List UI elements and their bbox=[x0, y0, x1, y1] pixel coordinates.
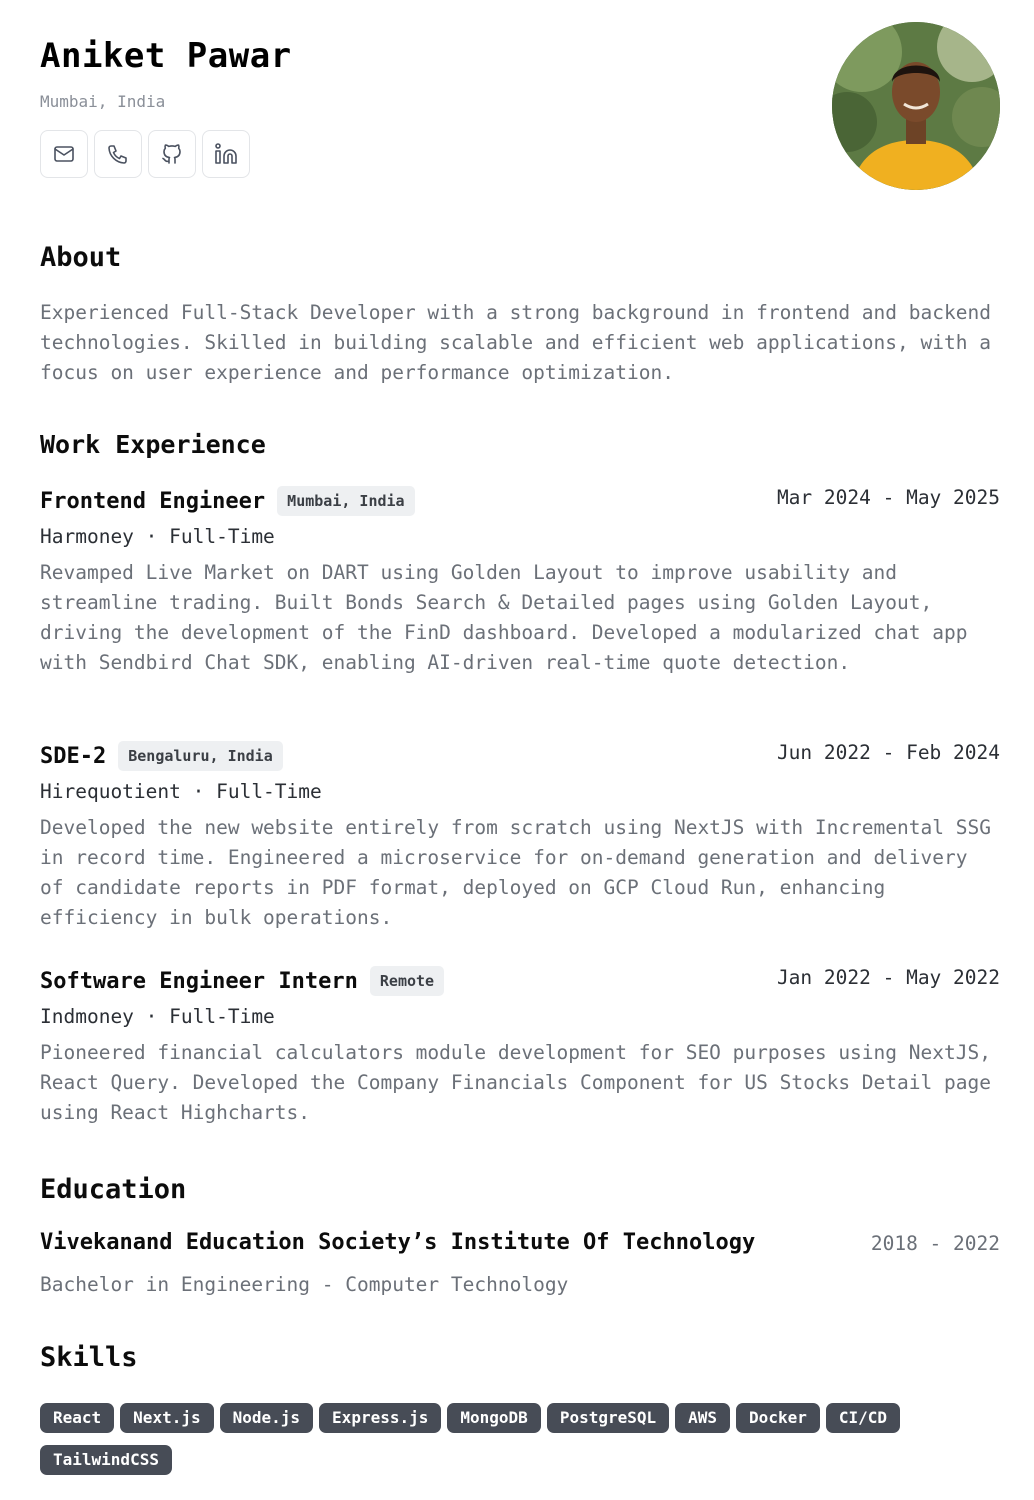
skill-badge: React bbox=[40, 1403, 114, 1433]
job-location-badge: Mumbai, India bbox=[277, 486, 414, 516]
education-heading: Education bbox=[40, 1174, 187, 1205]
job-company: Indmoney · Full-Time bbox=[40, 1005, 275, 1028]
github-icon bbox=[160, 142, 184, 166]
skill-badge: Node.js bbox=[220, 1403, 313, 1433]
job-entry bbox=[40, 739, 1000, 933]
work-experience-heading: Work Experience bbox=[40, 430, 266, 459]
job-description: Revamped Live Market on DART using Golden Layout to improve usability and streamline trading. Built Bonds Search & Detailed pages using Golden Layout, driving the development of the FinD dashboard. Developed a modularized chat app with Sendbird Chat SDK, enabling AI-driven real-time quote detection. bbox=[40, 561, 968, 674]
linkedin-button[interactable] bbox=[202, 130, 250, 178]
avatar-photo bbox=[832, 22, 1000, 190]
education-degree: Bachelor in Engineering - Computer Technology bbox=[40, 1273, 569, 1296]
job-location-badge: Bengaluru, India bbox=[118, 741, 283, 771]
job-title: Software Engineer Intern bbox=[40, 968, 358, 994]
about-heading: About bbox=[40, 242, 122, 273]
job-company: Hirequotient · Full-Time bbox=[40, 780, 322, 803]
job-company: Harmoney · Full-Time bbox=[40, 525, 275, 548]
skills-heading: Skills bbox=[40, 1342, 138, 1373]
skill-badge: CI/CD bbox=[826, 1403, 900, 1433]
job-entry bbox=[40, 484, 1000, 678]
contact-links bbox=[40, 130, 250, 178]
job-dates: Jun 2022 - Feb 2024 bbox=[776, 741, 1000, 764]
job-dates: Mar 2024 - May 2025 bbox=[776, 486, 1000, 509]
mail-icon bbox=[52, 142, 76, 166]
job-description: Developed the new website entirely from scratch using NextJS with Incremental SSG in record time. Engineered a microservice for on-demand generation and delivery of candidate reports in PDF format, deployed on GCP Cloud Run, enhancing efficiency in bulk operations. bbox=[40, 816, 991, 929]
header bbox=[40, 0, 1000, 210]
skill-badge: Docker bbox=[736, 1403, 820, 1433]
avatar bbox=[832, 22, 1000, 190]
github-button[interactable] bbox=[148, 130, 196, 178]
education-entry bbox=[40, 1230, 1000, 1262]
about-text: Experienced Full-Stack Developer with a strong background in frontend and backend technologies. Skilled in building scalable and efficient web applications, with a focus on user experience and performance optimization. bbox=[40, 301, 991, 384]
skill-badge: PostgreSQL bbox=[547, 1403, 669, 1433]
job-entry bbox=[40, 964, 1000, 1128]
skill-badge: AWS bbox=[675, 1403, 730, 1433]
skill-badge: TailwindCSS bbox=[40, 1445, 172, 1475]
job-title: SDE-2 bbox=[40, 743, 107, 769]
job-title: Frontend Engineer bbox=[40, 488, 266, 514]
skill-badge: MongoDB bbox=[447, 1403, 540, 1433]
profile-name: Aniket Pawar bbox=[40, 36, 292, 76]
profile-location: Mumbai, India bbox=[40, 92, 166, 111]
skill-badge: Next.js bbox=[120, 1403, 213, 1433]
linkedin-icon bbox=[214, 142, 238, 166]
skills-list bbox=[40, 1403, 1000, 1475]
job-dates: Jan 2022 - May 2022 bbox=[776, 966, 1000, 989]
phone-button[interactable] bbox=[94, 130, 142, 178]
phone-icon bbox=[106, 142, 130, 166]
education-years: 2018 - 2022 bbox=[870, 1232, 1000, 1255]
email-button[interactable] bbox=[40, 130, 88, 178]
job-description: Pioneered financial calculators module development for SEO purposes using NextJS, React Query. Developed the Company Financials Component for US Stocks Detail page using React Highcharts. bbox=[40, 1041, 991, 1124]
education-school: Vivekanand Education Society’s Institute Of Technology bbox=[40, 1230, 756, 1255]
job-location-badge: Remote bbox=[370, 966, 444, 996]
skill-badge: Express.js bbox=[319, 1403, 441, 1433]
